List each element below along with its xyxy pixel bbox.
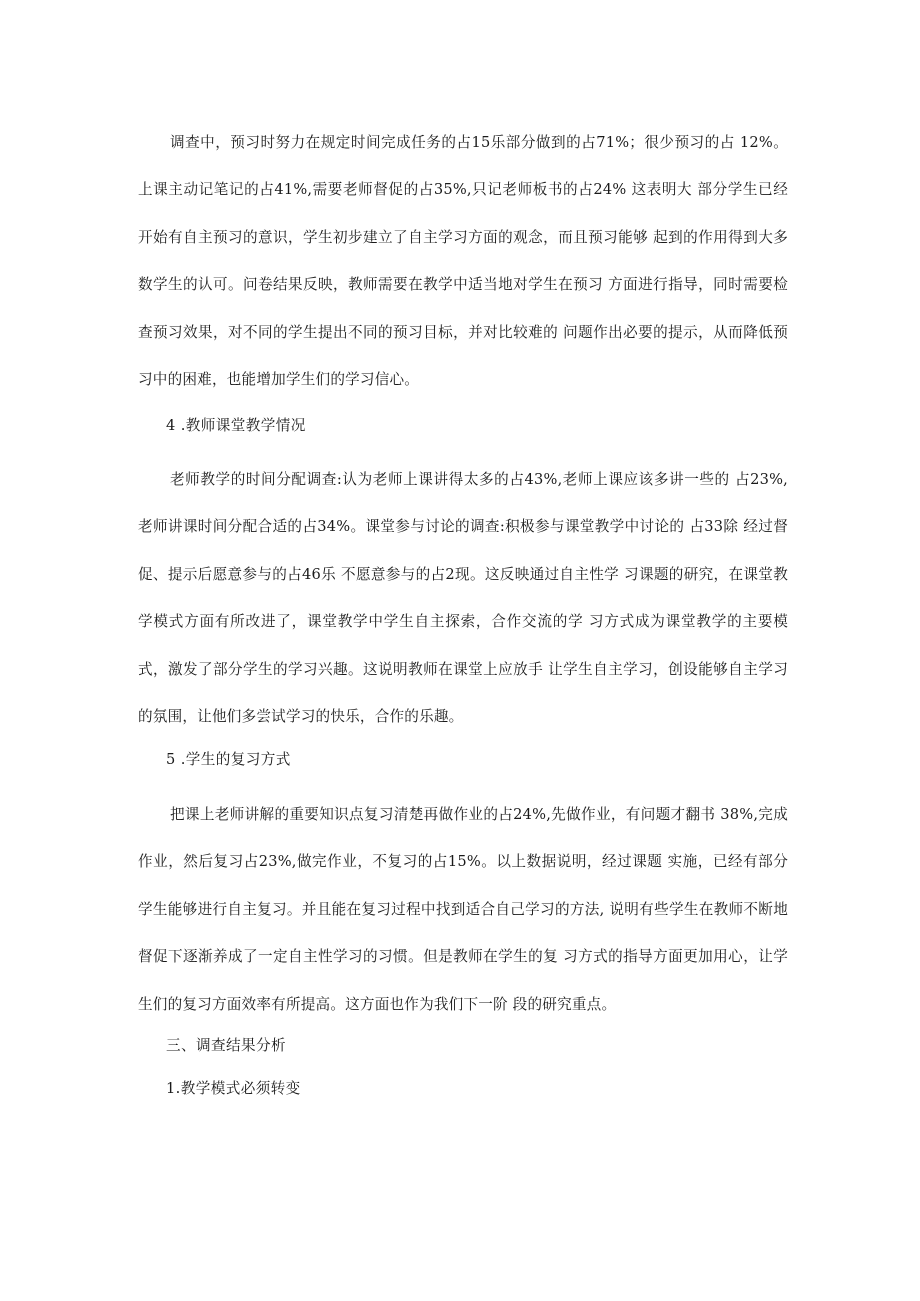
- paragraph-preview-survey: 调查中，预习时努力在规定时间完成任务的占15乐部分做到的占71%；很少预习的占 12%。上课主动记笔记的占41%,需要老师督促的占35%,只记老师板书的占24% 这表明大 部分学生已经开始有自主预习的意识，学生初步建立了自主学习方面的观念，而且预习能够 起到的作用得到大多数学生的认可。问卷结果反映，教师需要在教学中适当地对学生在预习 方面进行指导，同时需要检查预习效果，对不同的学生提出不同的预习目标，并对比较难的 问题作出必要的提示，从而降低预习中的困难，也能增加学生们的学习信心。: [138, 134, 788, 389]
- heading-teacher-classroom-teaching: 4 .教师课堂教学情况: [166, 417, 306, 434]
- heading-student-review-methods: 5 .学生的复习方式: [166, 751, 291, 768]
- heading-teaching-mode-change: 1.教学模式必须转变: [166, 1080, 301, 1097]
- heading-survey-results-analysis: 三、调查结果分析: [166, 1037, 286, 1054]
- paragraph-review-survey: 把课上老师讲解的重要知识点复习清楚再做作业的占24%,先做作业，有问题才翻书 38%,完成作业，然后复习占23%,做完作业，不复习的占15%。以上数据说明，经过课题 实施，已经有部分学生能够进行自主复习。并且能在复习过程中找到适合自己学习的方法, 说明有些学生在教师不断地督促下逐渐养成了一定自主性学习的习惯。但是教师在学生的复 习方式的指导方面更加用心，让学生们的复习方面效率有所提高。这方面也作为我们下一阶 段的研究重点。: [138, 806, 788, 1013]
- paragraph-teaching-time-survey: 老师教学的时间分配调查:认为老师上课讲得太多的占43%,老师上课应该多讲一些的 占23%,老师讲课时间分配合适的占34%。课堂参与讨论的调查:积极参与课堂教学中讨论的 占33除 经过督促、提示后愿意参与的占46乐 不愿意参与的占2现。这反映通过自主性学 习课题的研究，在课堂教学模式方面有所改进了，课堂教学中学生自主探索，合作交流的学 习方式成为课堂教学的主要模式，激发了部分学生的学习兴趣。这说明教师在课堂上应放手 让学生自主学习，创设能够自主学习的氛围，让他们多尝试学习的快乐，合作的乐趣。: [138, 471, 788, 726]
